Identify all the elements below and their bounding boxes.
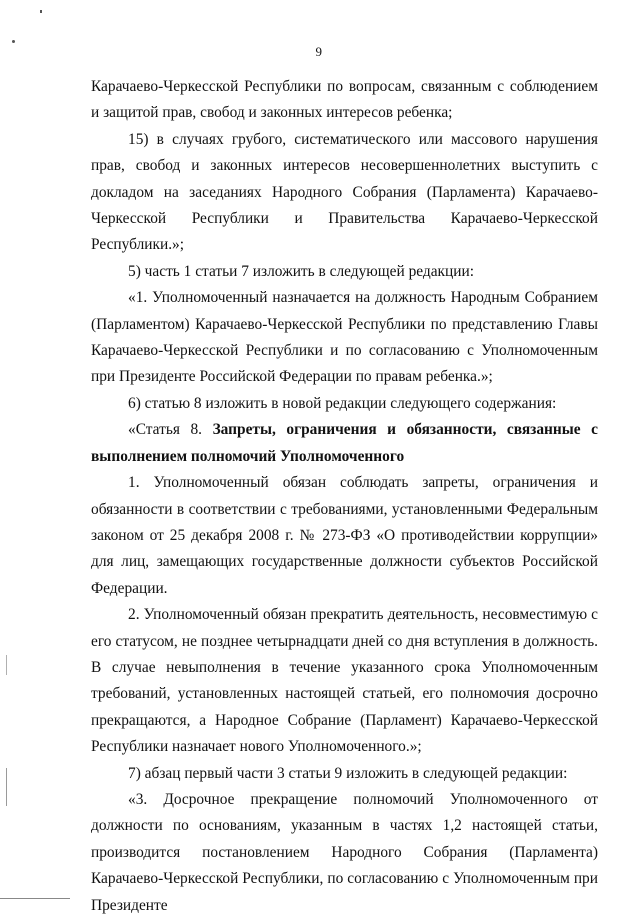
article-heading-prefix: «Статья 8. <box>128 421 203 439</box>
paragraph: 1. Уполномоченный обязан соблюдать запреты, ограничения и обязанности в соответствии с требованиями, установленными Федеральным законом от 25 декабря 2008 г. № 273-ФЗ «О противодействии коррупции» для лиц, замещающих государственные должности субъектов Российской Федерации. <box>91 474 598 597</box>
article-heading-title: Запреты, ограничения и обязанности, связанные с выполнением полномочий Уполномоченного <box>91 421 598 465</box>
paragraph: 5) часть 1 статьи 7 изложить в следующей редакции: <box>128 262 475 280</box>
paragraph: 2. Уполномоченный обязан прекратить деятельность, несовместимую с его статусом, не позднее четырнадцати дней со дня вступления в должность. В случае невыполнения в течение указанного срока Уполномоченным требований, установленных настоящей статьей, его полномочия досрочно прекращаются, а Народное Собрание (Парламент) Карачаево-Черкесской Республики назначает нового Уполномоченного.»; <box>91 606 598 756</box>
paragraph: Карачаево-Черкесской Республики по вопросам, связанным с соблюдением и защитой прав, свобод и законных интересов ребенка; <box>91 78 598 122</box>
paragraph: 7) абзац первый части 3 статьи 9 изложить в следующей редакции: <box>128 764 568 782</box>
paragraph: «1. Уполномоченный назначается на должность Народным Собранием (Парламентом) Карачаево-Черкесской Республики по представлению Главы Карачаево-Черкесской Республики и по согласованию с Уполномоченным при Президенте Российской Федерации по правам ребенка.»; <box>91 289 598 386</box>
article-heading <box>91 417 598 470</box>
document-body <box>91 74 598 919</box>
paragraph: 6) статью 8 изложить в новой редакции следующего содержания: <box>128 394 557 412</box>
paragraph: «3. Досрочное прекращение полномочий Уполномоченного от должности по основаниям, указанным в частях 1,2 настоящей статьи, производится постановлением Народного Собрания (Парламента) Карачаево-Черкесской Республики, по согласованию с Уполномоченным при Президенте <box>91 790 598 914</box>
page-number: 9 <box>315 44 323 59</box>
scan-speck <box>12 40 15 43</box>
scan-edge-mark <box>6 768 7 806</box>
scan-bottom-line <box>0 898 70 899</box>
scan-edge-mark <box>6 655 7 675</box>
paragraph: 15) в случаях грубого, систематического или массового нарушения прав, свобод и законных интересов несовершеннолетних выступить с докладом на заседаниях Народного Собрания (Парламента) Карачаево-Черкесской Республики и Правительства Карачаево-Черкесской Республики.»; <box>91 130 598 254</box>
scan-speck <box>40 10 42 13</box>
